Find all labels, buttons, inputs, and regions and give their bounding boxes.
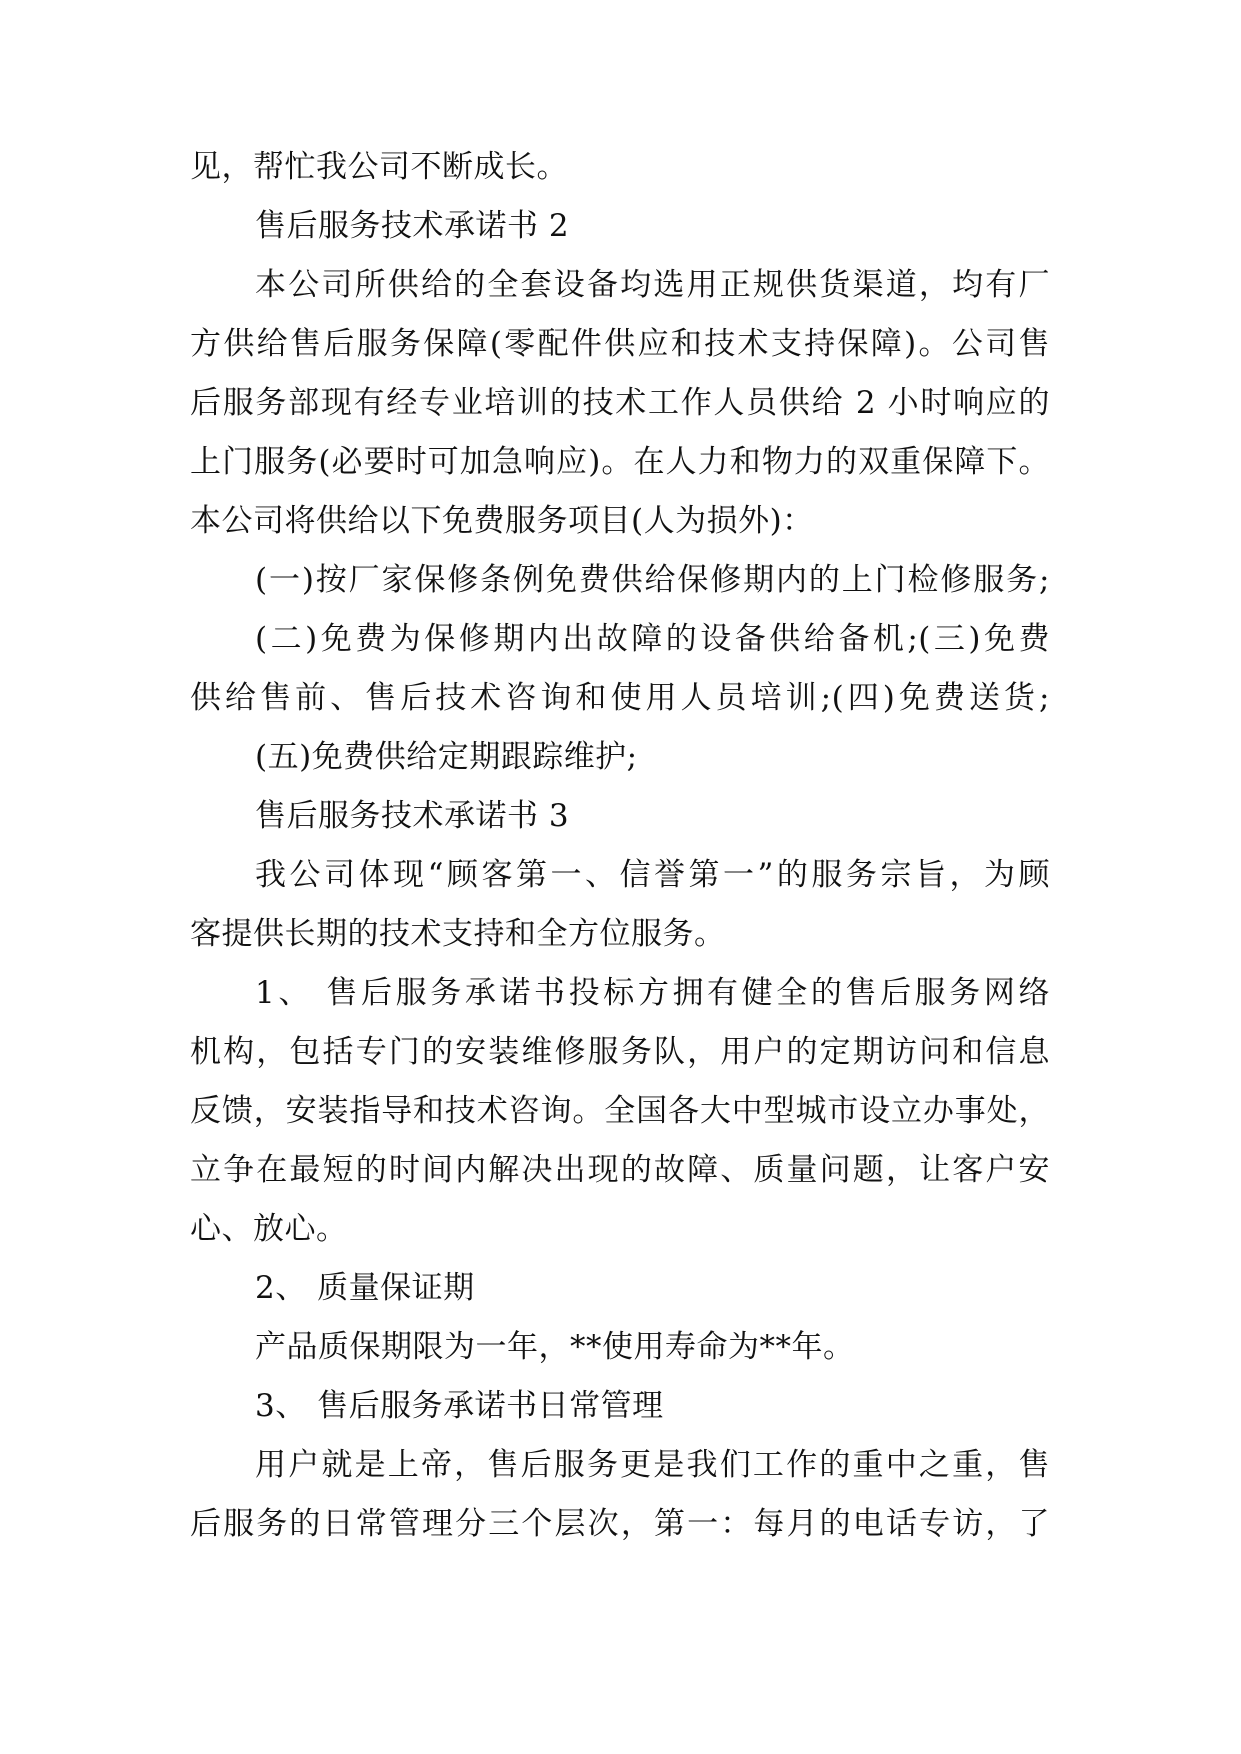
paragraph-line: 后服务的日常管理分三个层次，第一：每月的电话专访，了 — [190, 1506, 1050, 1542]
list-item: (二)免费为保修期内出故障的设备供给备机;(三)免费 — [255, 621, 1050, 657]
paragraph-line: 本公司将供给以下免费服务项目(人为损外)： — [190, 503, 814, 539]
list-item: (一)按厂家保修条例免费供给保修期内的上门检修服务; — [255, 562, 1050, 598]
paragraph-line: 用户就是上帝，售后服务更是我们工作的重中之重，售 — [255, 1447, 1050, 1483]
paragraph-line: 后服务部现有经专业培训的技术工作人员供给 2 小时响应的 — [190, 385, 1050, 421]
section-heading: 售后服务技术承诺书 3 — [255, 798, 570, 834]
paragraph-line: 见，帮忙我公司不断成长。 — [190, 149, 568, 185]
paragraph-line: 客提供长期的技术支持和全方位服务。 — [190, 916, 726, 952]
paragraph-line: 上门服务(必要时可加急响应)。在人力和物力的双重保障下。 — [190, 444, 1050, 480]
paragraph-line: 我公司体现“顾客第一、信誉第一”的服务宗旨，为顾 — [255, 857, 1050, 893]
paragraph-line: 机构，包括专门的安装维修服务队，用户的定期访问和信息 — [190, 1034, 1050, 1070]
list-item: 2、 质量保证期 — [255, 1270, 475, 1306]
list-item: 3、 售后服务承诺书日常管理 — [255, 1388, 664, 1424]
paragraph-line: 心、放心。 — [190, 1211, 348, 1247]
paragraph-line: 立争在最短的时间内解决出现的故障、质量问题，让客户安 — [190, 1152, 1050, 1188]
paragraph-line: 反馈，安装指导和技术咨询。全国各大中型城市设立办事处， — [190, 1093, 1050, 1129]
list-item: 1、 售后服务承诺书投标方拥有健全的售后服务网络 — [255, 975, 1050, 1011]
paragraph-line: 本公司所供给的全套设备均选用正规供货渠道，均有厂 — [255, 267, 1050, 303]
list-item: 供给售前、售后技术咨询和使用人员培训;(四)免费送货; — [190, 680, 1050, 716]
section-heading: 售后服务技术承诺书 2 — [255, 208, 570, 244]
list-item: (五)免费供给定期跟踪维护; — [255, 739, 638, 775]
paragraph-line: 方供给售后服务保障(零配件供应和技术支持保障)。公司售 — [190, 326, 1050, 362]
paragraph-line: 产品质保期限为一年，**使用寿命为**年。 — [255, 1329, 855, 1365]
